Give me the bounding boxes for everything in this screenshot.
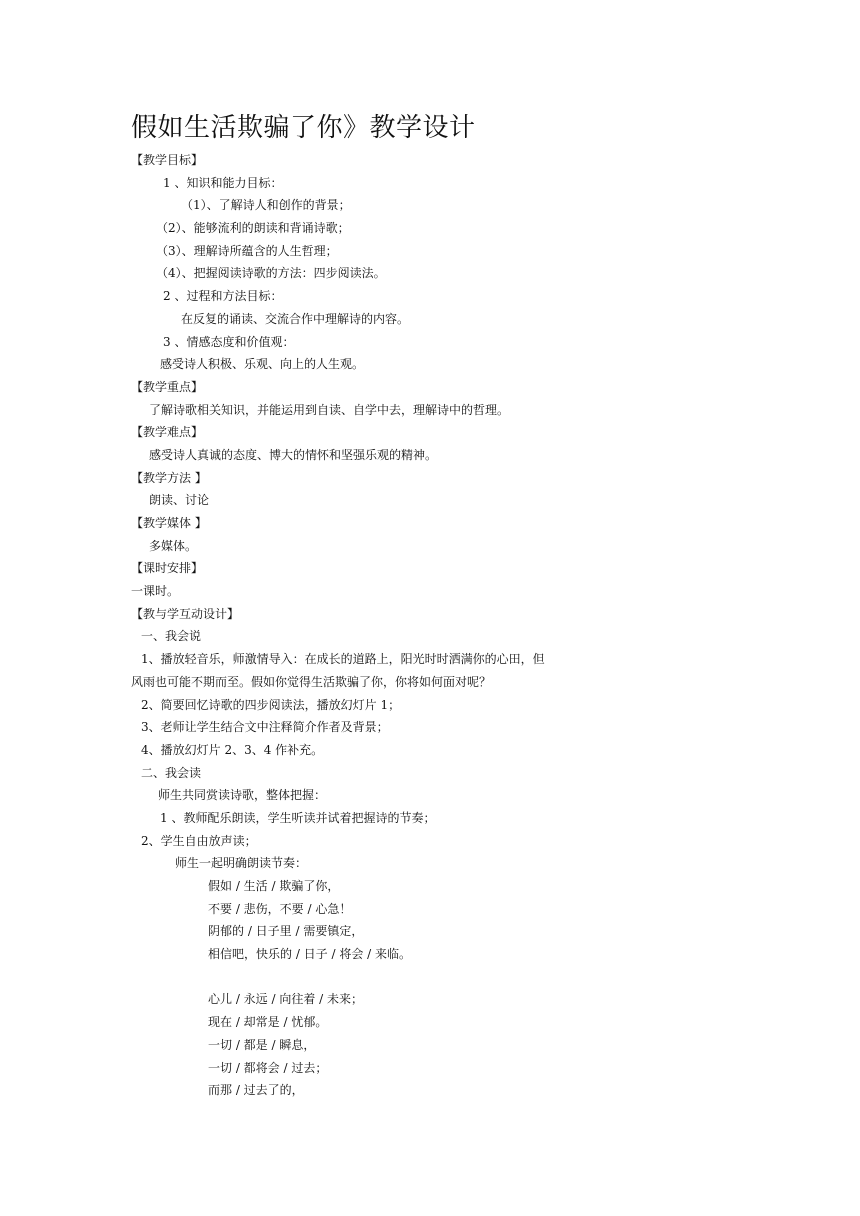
poem-line: 而那 / 过去了的， (208, 1083, 304, 1098)
paragraph: 师生共同赏读诗歌，整体把握： (158, 788, 327, 803)
list-item: 1 、教师配乐朗读，学生听读并试着把握诗的节奏； (160, 810, 436, 825)
list-item: 2、简要回忆诗歌的四步阅读法，播放幻灯片 1； (141, 697, 401, 712)
list-item: （4）、把握阅读诗歌的方法：四步阅读法。 (156, 266, 386, 281)
stanza-break (131, 966, 591, 989)
list-item: 1 、知识和能力目标： (163, 175, 283, 190)
paragraph: 多媒体。 (149, 538, 198, 553)
section-heading-difficulties: 【教学难点】 (131, 425, 204, 440)
poem-line: 阴郁的 / 日子里 / 需要镇定， (208, 924, 364, 939)
paragraph: 师生一起明确朗读节奏： (175, 856, 308, 871)
section-heading-objectives: 【教学目标】 (131, 153, 204, 167)
poem-line: 现在 / 却常是 / 忧郁。 (208, 1015, 328, 1030)
document-body (131, 149, 591, 1102)
list-item: 2、学生自由放声读； (141, 833, 257, 848)
list-item: （3）、理解诗所蕴含的人生哲理； (156, 243, 338, 258)
section-heading-key-points: 【教学重点】 (131, 379, 204, 394)
list-item: 1、播放轻音乐，师激情导入：在成长的道路上，阳光时时洒满你的心田，但 (141, 652, 545, 667)
paragraph: 一课时。 (131, 584, 180, 599)
section-heading-schedule: 【课时安排】 (131, 561, 204, 576)
paragraph: 感受诗人积极、乐观、向上的人生观。 (160, 357, 365, 372)
poem-line: 一切 / 都将会 / 过去； (208, 1060, 328, 1075)
list-item: 3、老师让学生结合文中注释简介作者及背景； (141, 720, 389, 735)
paragraph: 朗读、讨论 (149, 493, 210, 508)
poem-line: 一切 / 都是 / 瞬息， (208, 1037, 316, 1052)
list-item: （2）、能够流利的朗读和背诵诗歌； (156, 221, 350, 236)
section-heading-media: 【教学媒体 】 (131, 516, 207, 530)
list-item: 2 、过程和方法目标： (163, 289, 283, 304)
list-item: 3 、情感态度和价值观： (163, 334, 295, 349)
list-item: （1）、了解诗人和创作的背景； (181, 198, 351, 213)
paragraph: 感受诗人真诚的态度、博大的情怀和坚强乐观的精神。 (149, 447, 438, 462)
paragraph: 在反复的诵读、交流合作中理解诗的内容。 (181, 311, 410, 326)
document-title: 假如生活欺骗了你》教学设计 (131, 113, 476, 143)
list-item: 4、播放幻灯片 2、3、4 作补充。 (141, 742, 324, 757)
section-heading-methods: 【教学方法 】 (131, 470, 207, 485)
paragraph: 了解诗歌相关知识，并能运用到自读、自学中去，理解诗中的哲理。 (149, 402, 510, 417)
poem-line: 不要 / 悲伤，不要 / 心急！ (208, 901, 352, 916)
poem-line: 心儿 / 永远 / 向往着 / 未来； (208, 992, 364, 1007)
subsection-heading: 一、我会说 (141, 629, 202, 644)
poem-line: 假如 / 生活 / 欺骗了你， (208, 879, 340, 893)
subsection-heading: 二、我会读 (141, 765, 202, 780)
poem-line: 相信吧，快乐的 / 日子 / 将会 / 来临。 (208, 947, 412, 962)
paragraph: 风雨也可能不期而至。假如你觉得生活欺骗了你，你将如何面对呢？ (131, 674, 492, 689)
section-heading-interaction: 【教与学互动设计】 (131, 606, 240, 621)
